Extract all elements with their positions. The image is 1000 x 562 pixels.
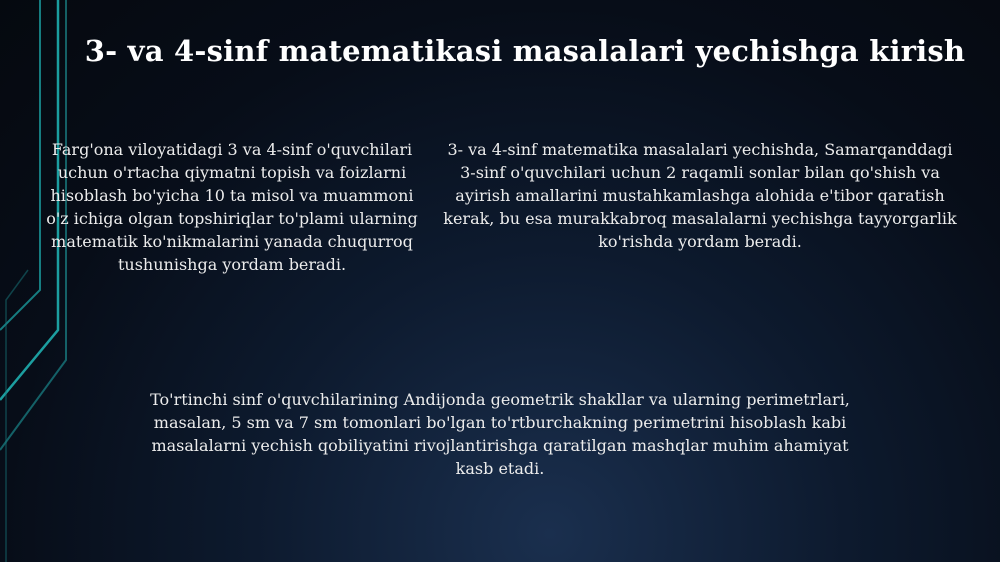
paragraph-samarkand: 3- va 4-sinf matematika masalalari yechishda, Samarqanddagi 3-sinf o'quvchilari uchun 2 raqamli sonlar bilan qo'shish va ayirish amallarini mustahkamlashga alohida e'tibor qaratish kerak, bu esa murakkabroq masalalarni yechishga tayyorgarlik ko'rishda yordam beradi.: [443, 140, 957, 251]
paragraph-fergana: Farg'ona viloyatidagi 3 va 4-sinf o'quvchilari uchun o'rtacha qiymatni topish va foizlarni hisoblash bo'yicha 10 ta misol va muammoni o'z ichiga olgan topshiriqlar to'plami ularning matematik ko'nikmalarini yanada chuqurroq tushunishga yordam beradi.: [46, 140, 418, 274]
slide-title: 3- va 4-sinf matematikasi masalalari yechishga kirish: [84, 34, 966, 68]
paragraph-andijan: To'rtinchi sinf o'quvchilarining Andijonda geometrik shakllar va ularning perimetrlari, masalan, 5 sm va 7 sm tomonlari bo'lgan to'rtburchakning perimetrini hisoblash kabi masalalarni yechish qobiliyatini rivojlantirishga qaratilgan mashqlar muhim ahamiyat kasb etadi.: [150, 390, 850, 478]
